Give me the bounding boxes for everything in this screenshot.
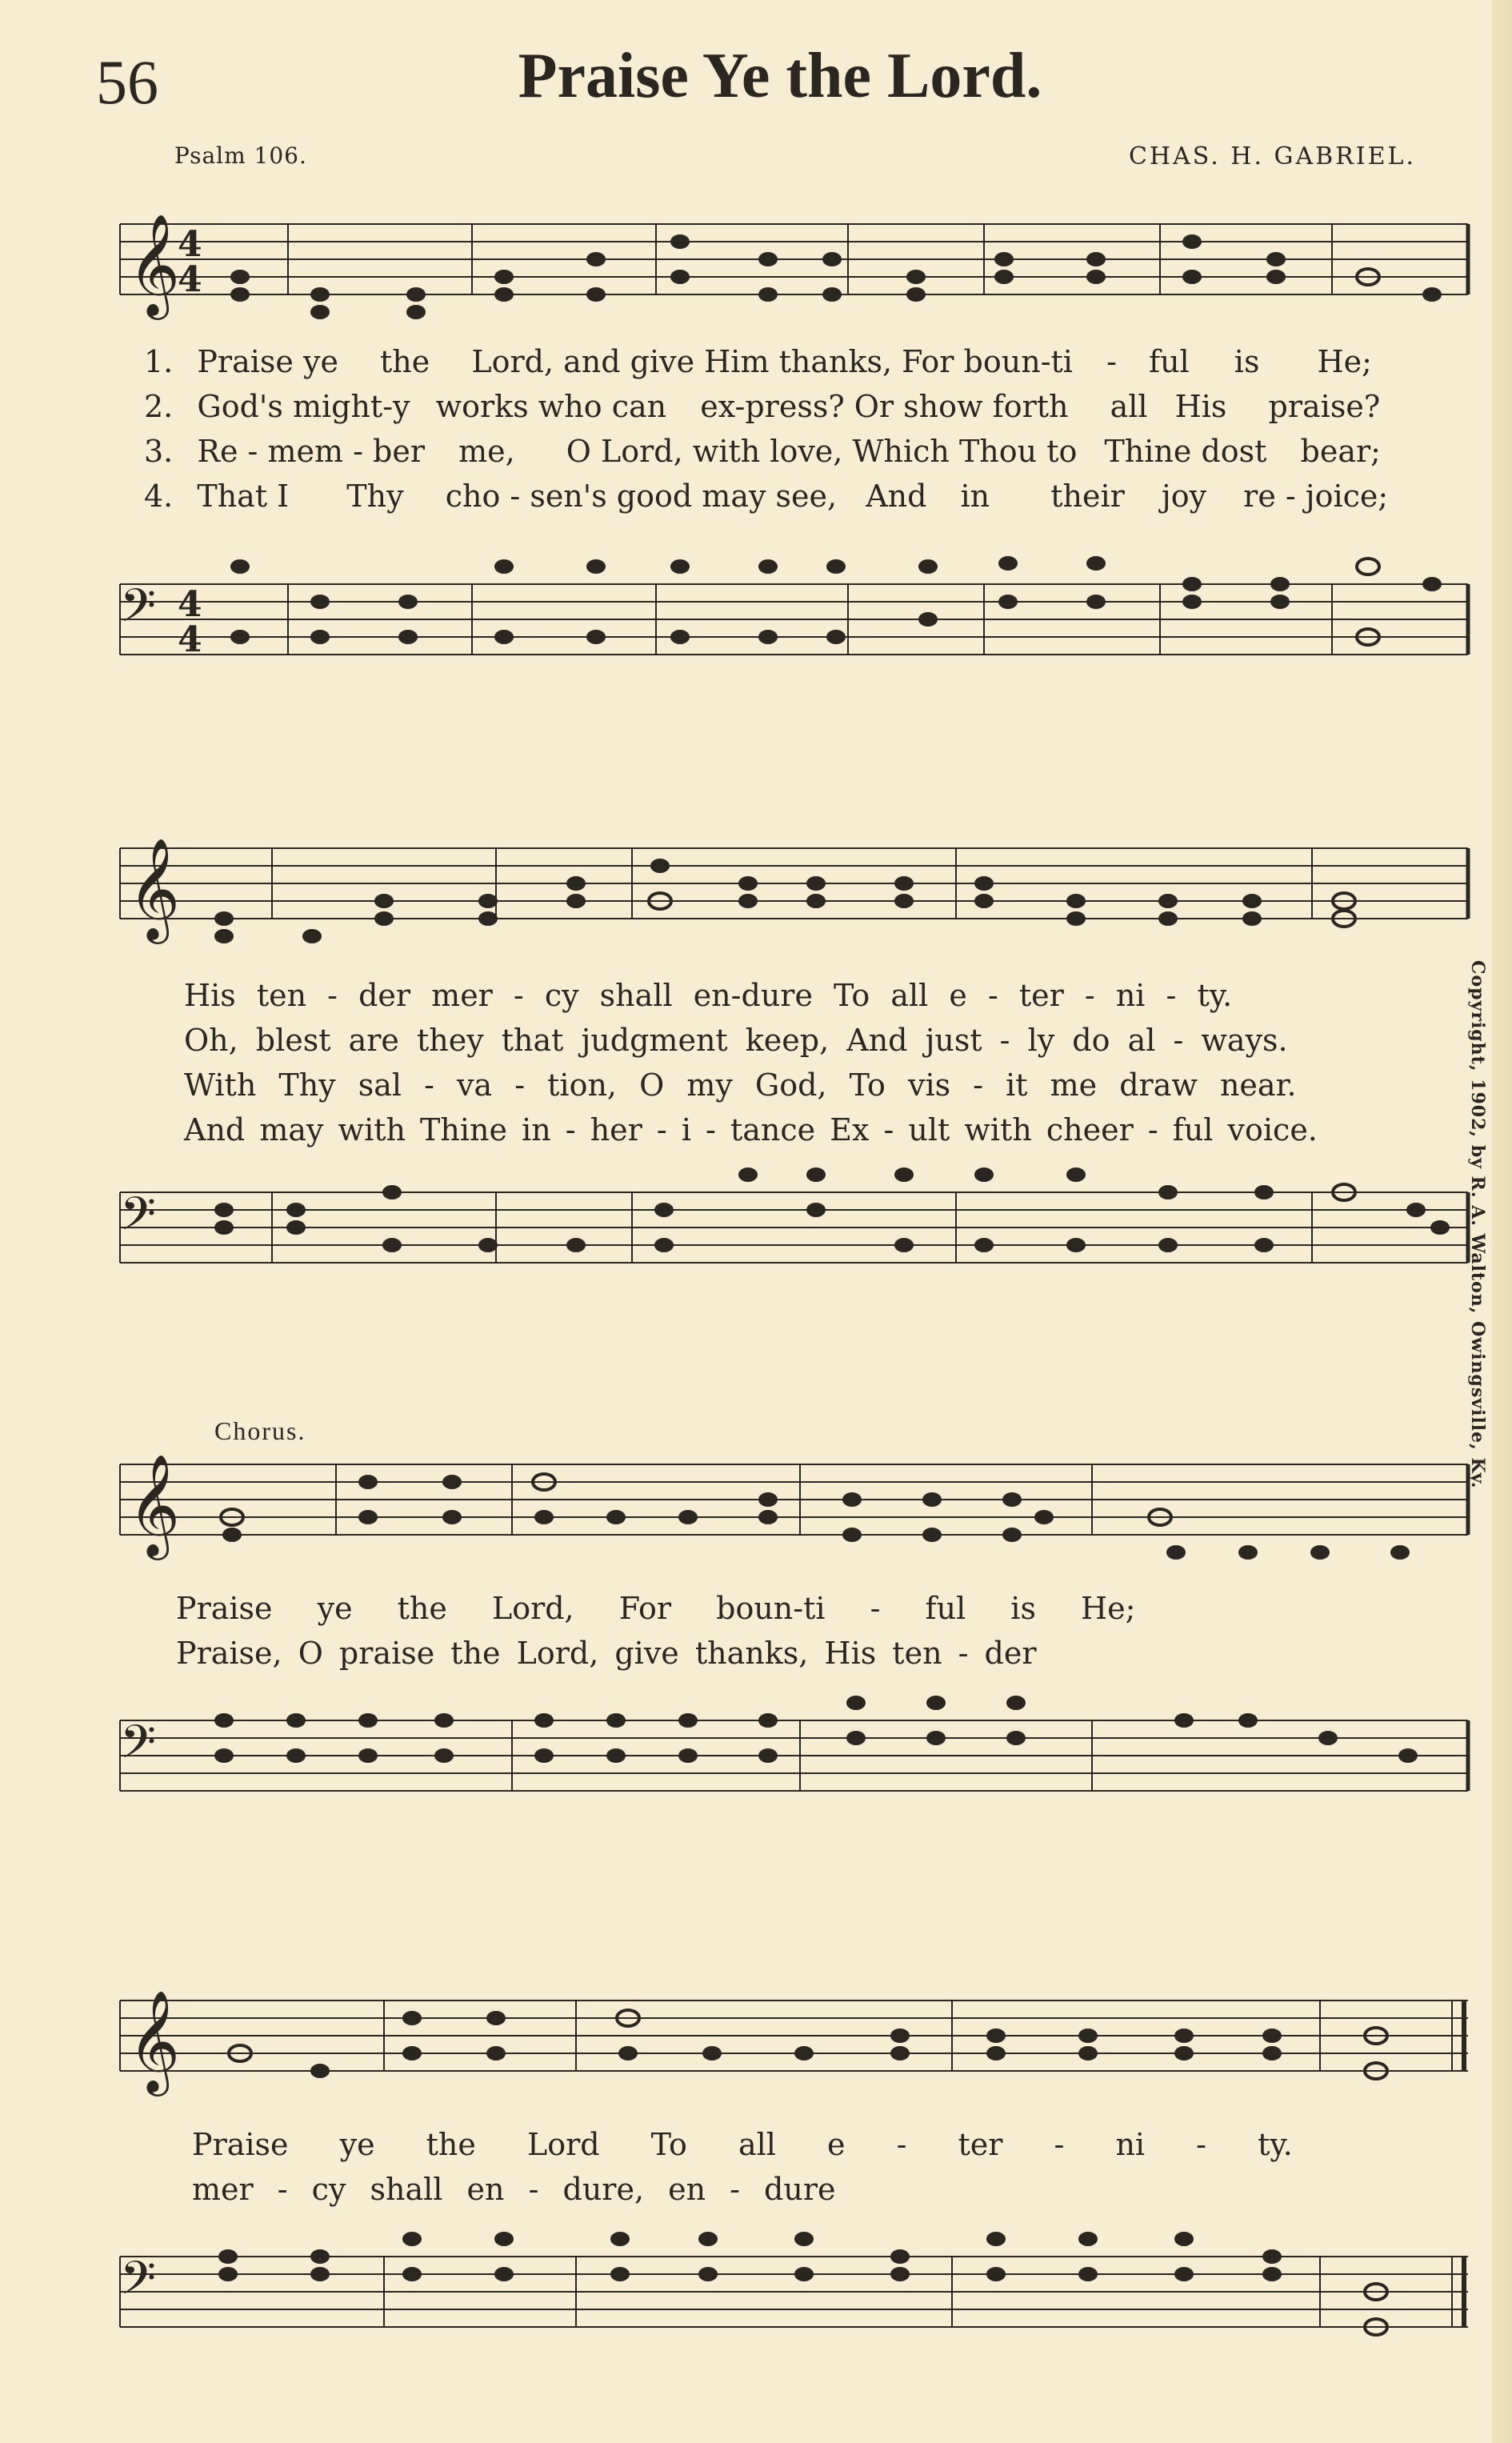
system-2-bass-staff bbox=[0, 1160, 1488, 1304]
svg-text:𝄞: 𝄞 bbox=[128, 1453, 181, 1556]
system-1-treble-staff bbox=[0, 200, 1488, 344]
lyric-syllable: God's might-y bbox=[197, 389, 410, 424]
lyric-syllable: Re - mem - ber bbox=[197, 434, 425, 469]
svg-text:4: 4 bbox=[178, 619, 202, 660]
lyric-syllable: re - joice; bbox=[1243, 479, 1389, 514]
svg-text:𝄞: 𝄞 bbox=[128, 1989, 181, 2092]
verse-number: 1. bbox=[144, 344, 174, 379]
chorus-treble-staff bbox=[0, 1432, 1488, 1576]
hymn-title bbox=[0, 40, 1512, 113]
composer: CHAS. H. GABRIEL. bbox=[1128, 142, 1416, 170]
chorus-label: Chorus. bbox=[214, 1416, 306, 1445]
copyright-notice: Copyright, 1902, by R. A. Walton, Owingsville, Ky. bbox=[1467, 960, 1488, 1489]
system-4-treble-staff bbox=[0, 1968, 1488, 2113]
hymn-title-text: Praise Ye the Lord. bbox=[518, 41, 1042, 111]
lyric-syllable: - bbox=[1106, 344, 1117, 379]
lyric-syllable: in bbox=[960, 479, 990, 514]
chorus-line-1: Praise ye the Lord, For boun-ti - ful is He; bbox=[176, 1591, 1136, 1626]
system-4-bass-staff bbox=[0, 2225, 1488, 2369]
svg-text:𝄞: 𝄞 bbox=[128, 837, 181, 939]
lyric-syllable: Thy bbox=[346, 479, 404, 514]
verse-number: 3. bbox=[144, 434, 174, 469]
svg-text:4: 4 bbox=[178, 584, 202, 625]
verse-4-line-2: And may with Thine in - her - i - tance Ex - ult with cheer - ful voice. bbox=[184, 1112, 1318, 1147]
lyric-syllable: O Lord, with love, Which Thou to bbox=[566, 434, 1078, 469]
verse-1-line-2: His ten - der mer - cy shall en-dure To all e - ter - ni - ty. bbox=[184, 978, 1233, 1013]
verse-3-line-2: With Thy sal - va - tion, O my God, To vis - it me draw near. bbox=[184, 1067, 1297, 1103]
lyric-syllable: bear; bbox=[1300, 434, 1381, 469]
lyric-syllable: ful bbox=[1149, 344, 1190, 379]
verse-4-line bbox=[144, 479, 1388, 514]
lyric-syllable: cho - sen's good may see, bbox=[445, 479, 838, 514]
lyric-syllable: Lord, and give Him thanks, For boun-ti bbox=[471, 344, 1073, 379]
lyric-syllable: joy bbox=[1161, 479, 1207, 514]
lyric-syllable: Thine dost bbox=[1104, 434, 1267, 469]
verse-2-line-2: Oh, blest are they that judgment keep, And just - ly do al - ways. bbox=[184, 1023, 1288, 1058]
verse-number: 4. bbox=[144, 479, 174, 514]
lyric-syllable: is bbox=[1234, 344, 1260, 379]
chorus-bass-staff bbox=[0, 1688, 1488, 1832]
final-line-1: Praise ye the Lord To all e - ter - ni - ty. bbox=[192, 2127, 1293, 2162]
page-edge bbox=[1492, 0, 1512, 2443]
lyric-syllable: me, bbox=[458, 434, 515, 469]
svg-text:𝄢: 𝄢 bbox=[120, 2251, 157, 2317]
system-2-treble-staff bbox=[0, 824, 1488, 968]
lyric-syllable: their bbox=[1050, 479, 1125, 514]
final-line-2: mer - cy shall en - dure, en - dure bbox=[192, 2172, 836, 2207]
lyric-syllable: Praise ye bbox=[197, 344, 338, 379]
verse-2-line bbox=[144, 389, 1380, 424]
svg-text:𝄞: 𝄞 bbox=[128, 213, 181, 315]
lyric-syllable: He; bbox=[1317, 344, 1372, 379]
svg-text:𝄢: 𝄢 bbox=[120, 579, 157, 644]
svg-text:𝄢: 𝄢 bbox=[120, 1187, 157, 1252]
lyric-syllable: ex-press? Or show forth bbox=[700, 389, 1069, 424]
lyric-syllable: works who can bbox=[435, 389, 667, 424]
verse-number: 2. bbox=[144, 389, 174, 424]
chorus-line-2: Praise, O praise the Lord, give thanks, His ten - der bbox=[176, 1636, 1037, 1671]
lyric-syllable: His bbox=[1174, 389, 1227, 424]
lyric-syllable: And bbox=[866, 479, 927, 514]
lyric-syllable: the bbox=[380, 344, 430, 379]
svg-text:4: 4 bbox=[178, 224, 202, 265]
svg-text:4: 4 bbox=[178, 259, 202, 300]
lyric-syllable: all bbox=[1110, 389, 1148, 424]
system-1-bass-staff bbox=[0, 552, 1488, 696]
lyric-syllable: That I bbox=[197, 479, 290, 514]
page-number: 56 bbox=[96, 47, 158, 117]
verse-1-line bbox=[144, 344, 1372, 379]
lyric-syllable: praise? bbox=[1268, 389, 1381, 424]
svg-text:𝄢: 𝄢 bbox=[120, 1715, 157, 1780]
verse-3-line bbox=[144, 434, 1381, 469]
scripture-reference: Psalm 106. bbox=[174, 142, 307, 169]
